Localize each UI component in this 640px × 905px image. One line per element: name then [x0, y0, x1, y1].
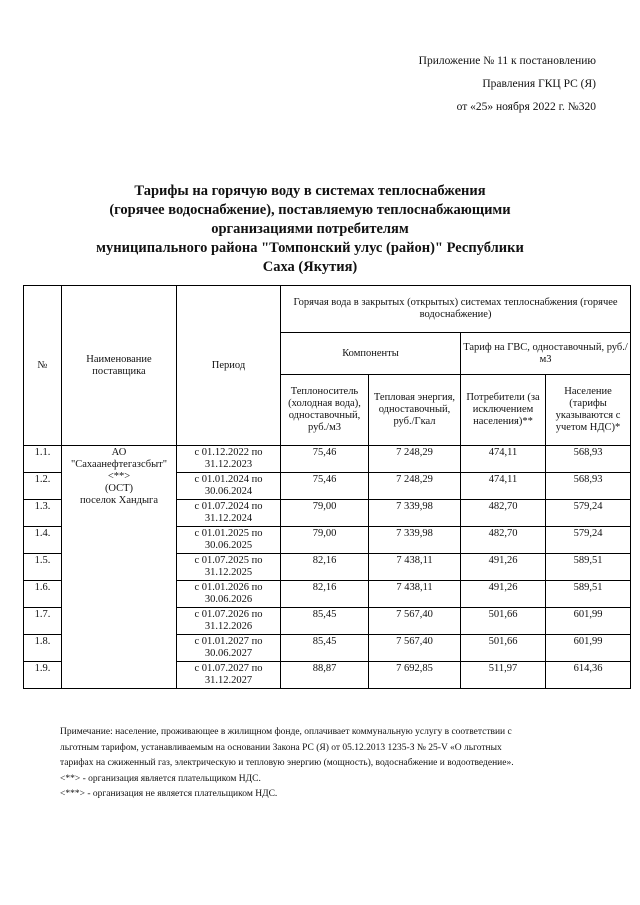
row-heat-carrier: 85,45: [281, 635, 369, 662]
title-line-3: организациями потребителям: [211, 221, 409, 237]
row-number: 1.6.: [24, 581, 62, 608]
row-period: с 01.07.2027 по 31.12.2027: [177, 662, 281, 689]
title-line-4: муниципального района "Томпонский улус (район)" Республики: [96, 240, 524, 256]
table-row: [24, 446, 631, 473]
supplier-location: поселок Хандыга: [79, 495, 159, 506]
header-hot-water-tariff: Тариф на ГВС, одноставочный, руб./м3: [461, 333, 631, 375]
header-heat-carrier: Теплоноситель (холодная вода), одноставочный, руб./м3: [281, 375, 369, 446]
row-number: 1.8.: [24, 635, 62, 662]
row-consumers: 474,11: [461, 473, 546, 500]
row-period: с 01.12.2022 по 31.12.2023: [177, 446, 281, 473]
row-number: 1.2.: [24, 473, 62, 500]
row-heat-energy: 7 692,85: [369, 662, 461, 689]
row-period: с 01.01.2025 по 30.06.2025: [177, 527, 281, 554]
row-heat-carrier: 75,46: [281, 473, 369, 500]
header-consumers: Потребители (за исключением населения)**: [461, 375, 546, 446]
row-consumers: 482,70: [461, 527, 546, 554]
row-period: с 01.07.2026 по 31.12.2026: [177, 608, 281, 635]
row-number: 1.1.: [24, 446, 62, 473]
note-line-3: тарифах на сжиженный газ, электрическую и тепловую энергию (мощность), водоснабжение и водоотведение».: [60, 758, 514, 768]
row-consumers: 511,97: [461, 662, 546, 689]
row-population: 614,36: [546, 662, 631, 689]
supplier-tax-regime: (ОСТ): [104, 483, 134, 494]
row-consumers: 491,26: [461, 581, 546, 608]
supplier-cell: [62, 446, 177, 689]
supplier-name: "Сахаанефтегазсбыт": [70, 459, 168, 470]
row-heat-carrier: 79,00: [281, 500, 369, 527]
row-population: 568,93: [546, 446, 631, 473]
row-heat-energy: 7 248,29: [369, 446, 461, 473]
header-components: Компоненты: [281, 333, 461, 375]
row-heat-carrier: 85,45: [281, 608, 369, 635]
row-population: 568,93: [546, 473, 631, 500]
row-number: 1.3.: [24, 500, 62, 527]
row-population: 601,99: [546, 635, 631, 662]
row-heat-carrier: 88,87: [281, 662, 369, 689]
row-heat-energy: 7 248,29: [369, 473, 461, 500]
row-consumers: 482,70: [461, 500, 546, 527]
supplier-vat-mark: <**>: [107, 471, 131, 482]
row-population: 579,24: [546, 500, 631, 527]
row-heat-energy: 7 438,11: [369, 554, 461, 581]
row-population: 579,24: [546, 527, 631, 554]
row-heat-energy: 7 567,40: [369, 635, 461, 662]
document-header: [419, 50, 596, 119]
row-number: 1.9.: [24, 662, 62, 689]
supplier-form: АО: [111, 447, 127, 458]
row-consumers: 501,66: [461, 635, 546, 662]
header-hot-water-group: Горячая вода в закрытых (открытых) системах теплоснабжения (горячее водоснабжение): [281, 286, 631, 333]
row-heat-carrier: 75,46: [281, 446, 369, 473]
row-heat-energy: 7 438,11: [369, 581, 461, 608]
row-period: с 01.01.2024 по 30.06.2024: [177, 473, 281, 500]
row-consumers: 491,26: [461, 554, 546, 581]
header-heat-energy: Тепловая энергия, одноставочный, руб./Гкал: [369, 375, 461, 446]
tariff-table: [23, 285, 631, 689]
row-period: с 01.07.2025 по 31.12.2025: [177, 554, 281, 581]
row-population: 601,99: [546, 608, 631, 635]
row-heat-energy: 7 567,40: [369, 608, 461, 635]
header-line-appendix: Приложение № 11 к постановлению: [418, 55, 596, 67]
row-number: 1.4.: [24, 527, 62, 554]
document-title: [40, 182, 580, 277]
row-heat-energy: 7 339,98: [369, 527, 461, 554]
header-number: №: [24, 286, 62, 446]
row-heat-carrier: 79,00: [281, 527, 369, 554]
title-line-5: Саха (Якутия): [262, 259, 358, 275]
title-line-1: Тарифы на горячую воду в системах теплоснабжения: [134, 183, 486, 199]
header-supplier: Наименование поставщика: [62, 286, 177, 446]
row-population: 589,51: [546, 581, 631, 608]
note-line-2: льготным тарифом, устанавливаемым на основании Закона РС (Я) от 05.12.2013 1235-З № 25-V «О льготных: [60, 742, 502, 753]
row-number: 1.7.: [24, 608, 62, 635]
header-period: Период: [177, 286, 281, 446]
header-line-date: от «25» ноября 2022 г. №320: [456, 101, 596, 113]
footnote: [60, 725, 620, 803]
row-period: с 01.01.2027 по 30.06.2027: [177, 635, 281, 662]
row-number: 1.5.: [24, 554, 62, 581]
row-period: с 01.01.2026 по 30.06.2026: [177, 581, 281, 608]
row-period: с 01.07.2024 по 31.12.2024: [177, 500, 281, 527]
note-line-1: Примечание: население, проживающее в жилищном фонде, оплачивает коммунальную услугу в соответствии с: [60, 727, 512, 737]
row-heat-carrier: 82,16: [281, 581, 369, 608]
row-consumers: 474,11: [461, 446, 546, 473]
row-heat-energy: 7 339,98: [369, 500, 461, 527]
row-heat-carrier: 82,16: [281, 554, 369, 581]
header-population: Население (тарифы указываются с учетом НДС)*: [546, 375, 631, 446]
note-non-vat-payer: <***> - организация не является плательщиком НДС.: [60, 789, 278, 799]
header-line-board: Правления ГКЦ РС (Я): [482, 78, 596, 90]
row-consumers: 501,66: [461, 608, 546, 635]
row-population: 589,51: [546, 554, 631, 581]
title-line-2: (горячее водоснабжение), поставляемую теплоснабжающими: [109, 202, 511, 218]
note-vat-payer: <**> - организация является плательщиком НДС.: [60, 773, 261, 784]
